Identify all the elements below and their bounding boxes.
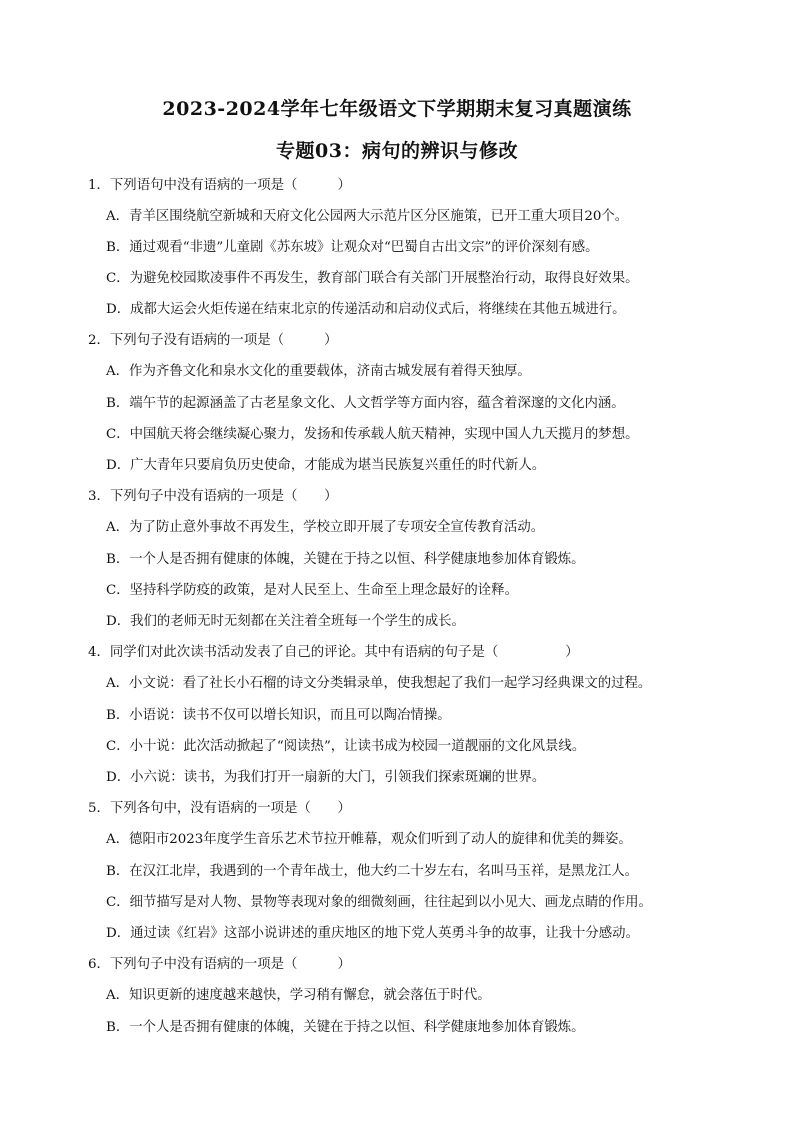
question-5-option-c: C．细节描写是对人物、景物等表现对象的细微刻画，往往起到以小见大、画龙点睛的作用。 (106, 895, 652, 910)
page-subtitle: 专题03：病句的辨识与修改 (276, 140, 518, 162)
question-4-option-a: A．小文说：看了社长小石榴的诗文分类辑录单，使我想起了我们一起学习经典课文的过程。 (106, 676, 652, 691)
question-2-option-c: C．中国航天将会继续凝心聚力，发扬和传承载人航天精神，实现中国人九天揽月的梦想。 (106, 427, 639, 442)
question-2-option-d: D．广大青年只要肩负历史使命，才能成为堪当民族复兴重任的时代新人。 (106, 458, 546, 473)
question-2-option-a: A．作为齐鲁文化和泉水文化的重要载体，济南古城发展有着得天独厚。 (106, 364, 531, 379)
question-2-stem: 2．下列句子没有语病的一项是（ ） (88, 333, 338, 348)
question-1-option-a: A．青羊区围绕航空新城和天府文化公园两大示范片区分区施策，已开工重大项目20个。 (106, 209, 629, 224)
question-1-stem: 1．下列语句中没有语病的一项是（ ） (88, 178, 351, 193)
question-2-option-b: B．端午节的起源涵盖了古老星象文化、人文哲学等方面内容，蕴含着深邃的文化内涵。 (106, 396, 625, 411)
question-5-stem: 5．下列各句中，没有语病的一项是（ ） (88, 801, 351, 816)
question-1-option-d: D．成都大运会火炬传递在结束北京的传递活动和启动仪式后，将继续在其他五城进行。 (106, 302, 626, 317)
question-6-option-b: B．一个人是否拥有健康的体魄，关键在于持之以恒、科学健康地参加体育锻炼。 (106, 1020, 585, 1035)
question-3-option-d: D．我们的老师无时无刻都在关注着全班每一个学生的成长。 (106, 614, 465, 629)
question-4-option-c: C．小十说：此次活动掀起了“阅读热”，让读书成为校园一道靓丽的文化风景线。 (106, 739, 586, 754)
question-3-option-b: B．一个人是否拥有健康的体魄，关键在于持之以恒、科学健康地参加体育锻炼。 (106, 552, 585, 567)
question-4-stem: 4．同学们对此次读书活动发表了自己的评论。其中有语病的句子是（ ） (88, 645, 579, 660)
question-3-option-c: C．坚持科学防疫的政策，是对人民至上、生命至上理念最好的诠释。 (106, 583, 518, 598)
question-1-option-c: C．为避免校园欺凌事件不再发生，教育部门联合有关部门开展整治行动，取得良好效果。 (106, 271, 639, 286)
question-6-option-a: A．知识更新的速度越来越快，学习稍有懈怠，就会落伍于时代。 (106, 988, 491, 1003)
question-5-option-d: D．通过读《红岩》这部小说讲述的重庆地区的地下党人英勇斗争的故事，让我十分感动。 (106, 926, 639, 941)
question-1-option-b: B．通过观看“非遗”儿童剧《苏东坡》让观众对“巴蜀自古出文宗”的评价深刻有感。 (106, 240, 599, 255)
question-3-stem: 3．下列句子中没有语病的一项是（ ） (88, 489, 338, 504)
page-title: 2023-2024学年七年级语文下学期期末复习真题演练 (162, 98, 632, 120)
question-5-option-a: A．德阳市2023年度学生音乐艺术节拉开帷幕，观众们听到了动人的旋律和优美的舞姿。 (106, 832, 632, 847)
question-5-option-b: B．在汉江北岸，我遇到的一个青年战士，他大约二十岁左右，名叫马玉祥，是黑龙江人。 (106, 864, 639, 879)
question-4-option-b: B．小语说：读书不仅可以增长知识，而且可以陶冶情操。 (106, 708, 451, 723)
question-6-stem: 6．下列句子中没有语病的一项是（ ） (88, 957, 351, 972)
question-3-option-a: A．为了防止意外事故不再发生，学校立即开展了专项安全宣传教育活动。 (106, 520, 545, 535)
question-4-option-d: D．小六说：读书，为我们打开一扇新的大门，引领我们探索斑斓的世界。 (106, 770, 546, 785)
